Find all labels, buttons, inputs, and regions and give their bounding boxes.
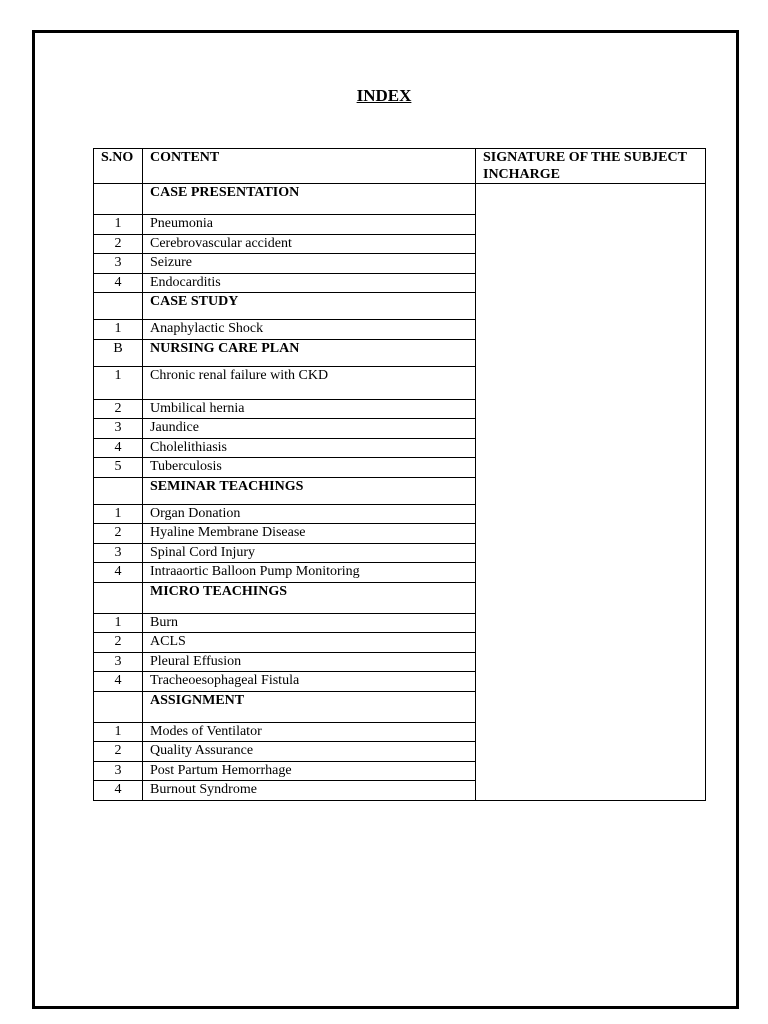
- cell-content: Tracheoesophageal Fistula: [143, 672, 476, 692]
- cell-content: Burn: [143, 613, 476, 633]
- cell-sno: 3: [94, 652, 143, 672]
- cell-sno: 1: [94, 320, 143, 340]
- cell-sno: [94, 477, 143, 504]
- signature-cell: [476, 184, 706, 801]
- section-title: MICRO TEACHINGS: [143, 582, 476, 613]
- cell-sno: 1: [94, 613, 143, 633]
- cell-content: Spinal Cord Injury: [143, 543, 476, 563]
- cell-content: Cerebrovascular accident: [143, 234, 476, 254]
- section-title: ASSIGNMENT: [143, 691, 476, 722]
- cell-sno: 2: [94, 234, 143, 254]
- cell-content: Post Partum Hemorrhage: [143, 761, 476, 781]
- section-title: CASE STUDY: [143, 293, 476, 320]
- cell-content: Tuberculosis: [143, 458, 476, 478]
- cell-content: Pneumonia: [143, 215, 476, 235]
- cell-content: Modes of Ventilator: [143, 722, 476, 742]
- cell-sno: 1: [94, 215, 143, 235]
- cell-content: Quality Assurance: [143, 742, 476, 762]
- cell-sno: [94, 582, 143, 613]
- cell-sno: 3: [94, 761, 143, 781]
- section-title: NURSING CARE PLAN: [143, 339, 476, 366]
- cell-sno: 1: [94, 504, 143, 524]
- cell-sno: 2: [94, 742, 143, 762]
- section-row: [94, 184, 706, 215]
- cell-sno: 1: [94, 722, 143, 742]
- cell-sno: 4: [94, 438, 143, 458]
- page-title: INDEX: [356, 86, 412, 105]
- table-header-row: [94, 149, 706, 184]
- section-title: CASE PRESENTATION: [143, 184, 476, 215]
- cell-content: Anaphylactic Shock: [143, 320, 476, 340]
- index-table: [93, 148, 706, 801]
- cell-content: Hyaline Membrane Disease: [143, 524, 476, 544]
- section-title: SEMINAR TEACHINGS: [143, 477, 476, 504]
- cell-sno: 3: [94, 419, 143, 439]
- cell-content: Intraaortic Balloon Pump Monitoring: [143, 563, 476, 583]
- cell-sno: 3: [94, 254, 143, 274]
- header-signature: SIGNATURE OF THE SUBJECT INCHARGE: [476, 149, 706, 184]
- cell-sno: 4: [94, 672, 143, 692]
- cell-content: Chronic renal failure with CKD: [143, 366, 476, 399]
- header-content: CONTENT: [143, 149, 476, 184]
- cell-sno: 4: [94, 563, 143, 583]
- cell-sno: 2: [94, 524, 143, 544]
- cell-content: Seizure: [143, 254, 476, 274]
- cell-content: Burnout Syndrome: [143, 781, 476, 801]
- cell-content: Jaundice: [143, 419, 476, 439]
- cell-sno: [94, 293, 143, 320]
- header-sno: S.NO: [94, 149, 143, 184]
- cell-content: Cholelithiasis: [143, 438, 476, 458]
- cell-content: ACLS: [143, 633, 476, 653]
- cell-content: Umbilical hernia: [143, 399, 476, 419]
- cell-sno: [94, 184, 143, 215]
- cell-sno: 3: [94, 543, 143, 563]
- cell-sno: 5: [94, 458, 143, 478]
- table-body: [94, 184, 706, 801]
- cell-sno: 4: [94, 781, 143, 801]
- cell-sno: 2: [94, 633, 143, 653]
- cell-content: Organ Donation: [143, 504, 476, 524]
- cell-sno: B: [94, 339, 143, 366]
- cell-content: Endocarditis: [143, 273, 476, 293]
- cell-sno: [94, 691, 143, 722]
- cell-content: Pleural Effusion: [143, 652, 476, 672]
- cell-sno: 1: [94, 366, 143, 399]
- cell-sno: 4: [94, 273, 143, 293]
- cell-sno: 2: [94, 399, 143, 419]
